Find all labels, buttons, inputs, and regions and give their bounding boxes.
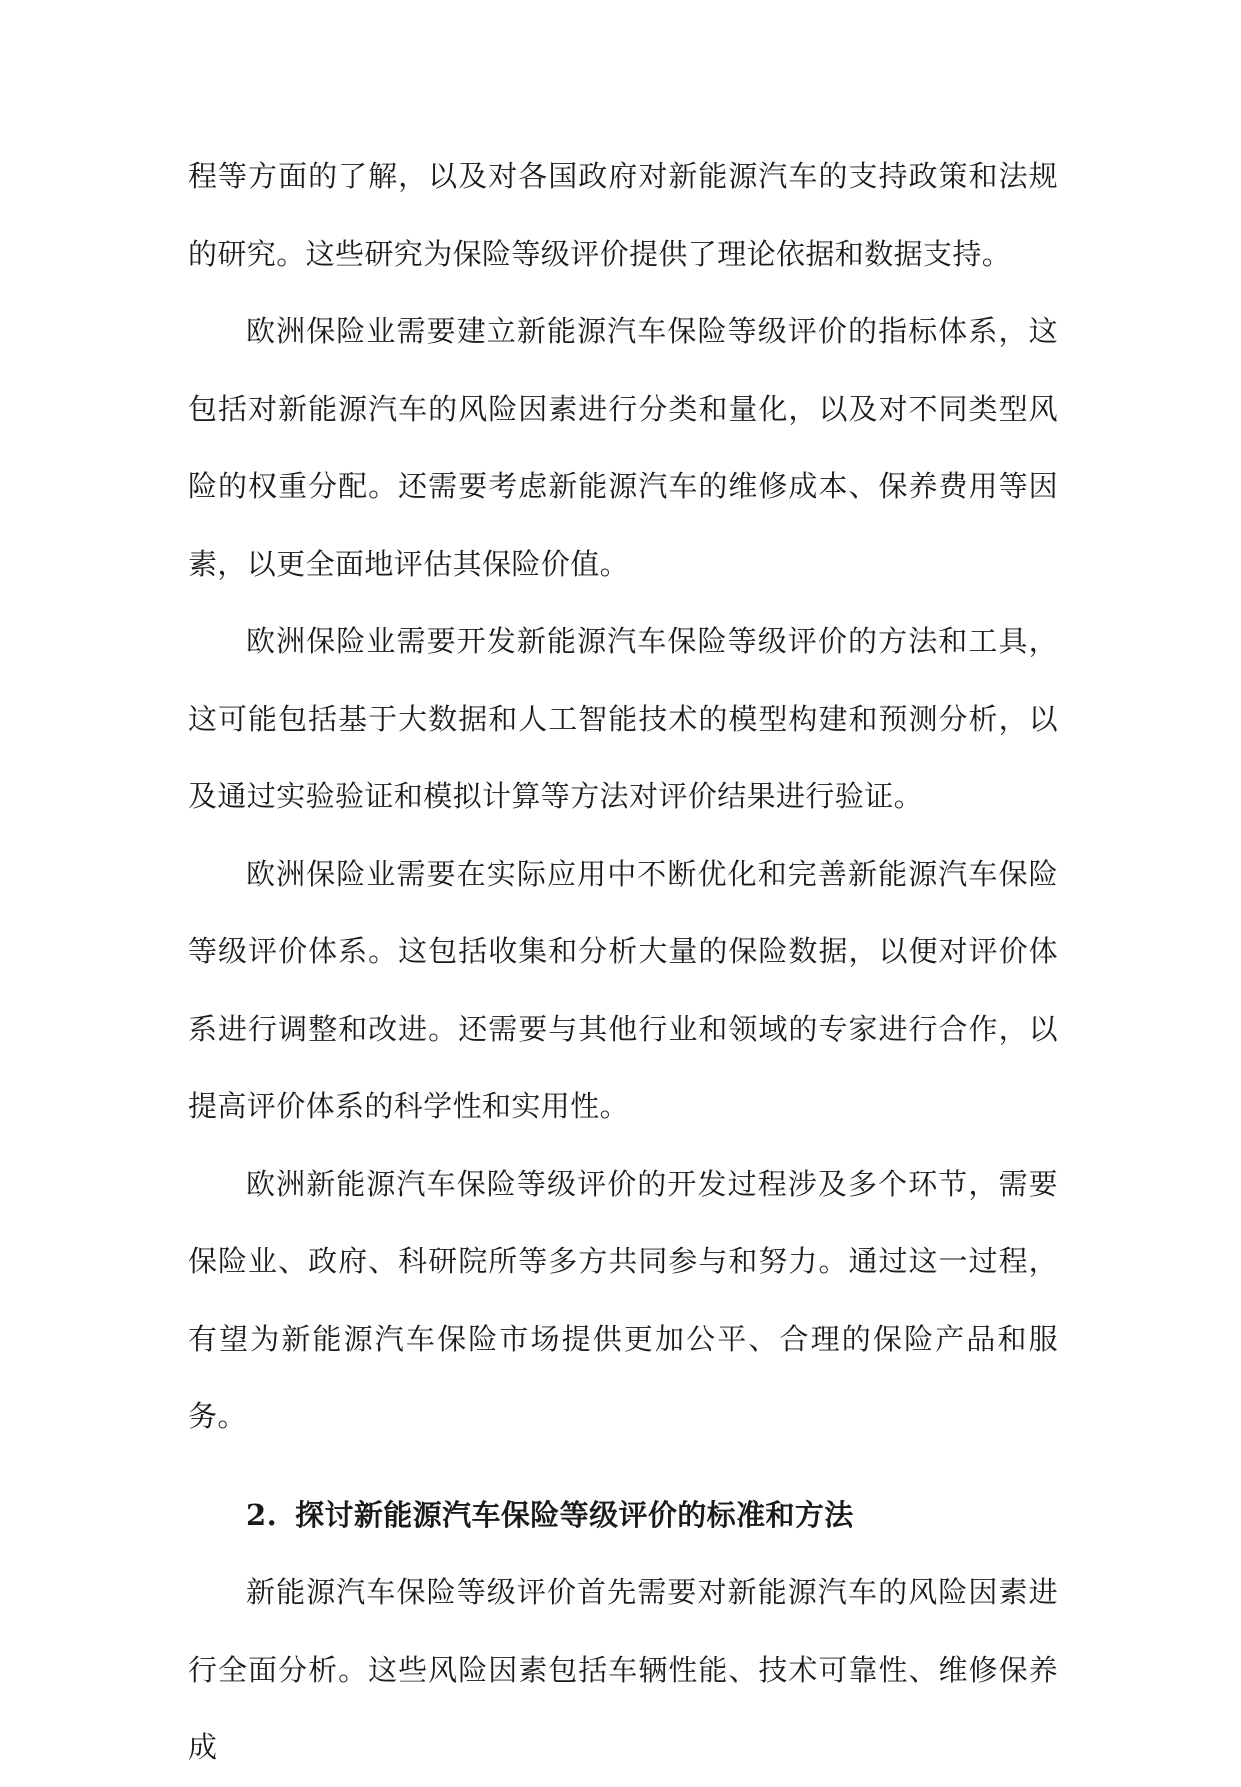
section-number: 2.: [246, 1497, 278, 1532]
paragraph-indicator-system: 欧洲保险业需要建立新能源汽车保险等级评价的指标体系，这包括对新能源汽车的风险因素进行分类和量化，以及对不同类型风险的权重分配。还需要考虑新能源汽车的维修成本、保养费用等因素，以更全面地评估其保险价值。: [188, 314, 1058, 581]
paragraph-development-process: 欧洲新能源汽车保险等级评价的开发过程涉及多个环节，需要保险业、政府、科研院所等多方共同参与和努力。通过这一过程，有望为新能源汽车保险市场提供更加公平、合理的保险产品和服务。: [188, 1166, 1058, 1433]
document-body: [188, 138, 1058, 1787]
paragraph-methods-tools: 欧洲保险业需要开发新能源汽车保险等级评价的方法和工具，这可能包括基于大数据和人工智能技术的模型构建和预测分析，以及通过实验验证和模拟计算等方法对评价结果进行验证。: [188, 624, 1058, 813]
paragraph-risk-analysis: 新能源汽车保险等级评价首先需要对新能源汽车的风险因素进行全面分析。这些风险因素包括车辆性能、技术可靠性、维修保养成: [188, 1575, 1058, 1764]
section-title: 探讨新能源汽车保险等级评价的标准和方法: [295, 1497, 854, 1532]
section-heading: [188, 1477, 1058, 1555]
paragraph-continuation: 程等方面的了解，以及对各国政府对新能源汽车的支持政策和法规的研究。这些研究为保险等级评价提供了理论依据和数据支持。: [188, 159, 1058, 271]
paragraph-optimization: 欧洲保险业需要在实际应用中不断优化和完善新能源汽车保险等级评价体系。这包括收集和分析大量的保险数据，以便对评价体系进行调整和改进。还需要与其他行业和领域的专家进行合作，以提高评价体系的科学性和实用性。: [188, 856, 1058, 1123]
